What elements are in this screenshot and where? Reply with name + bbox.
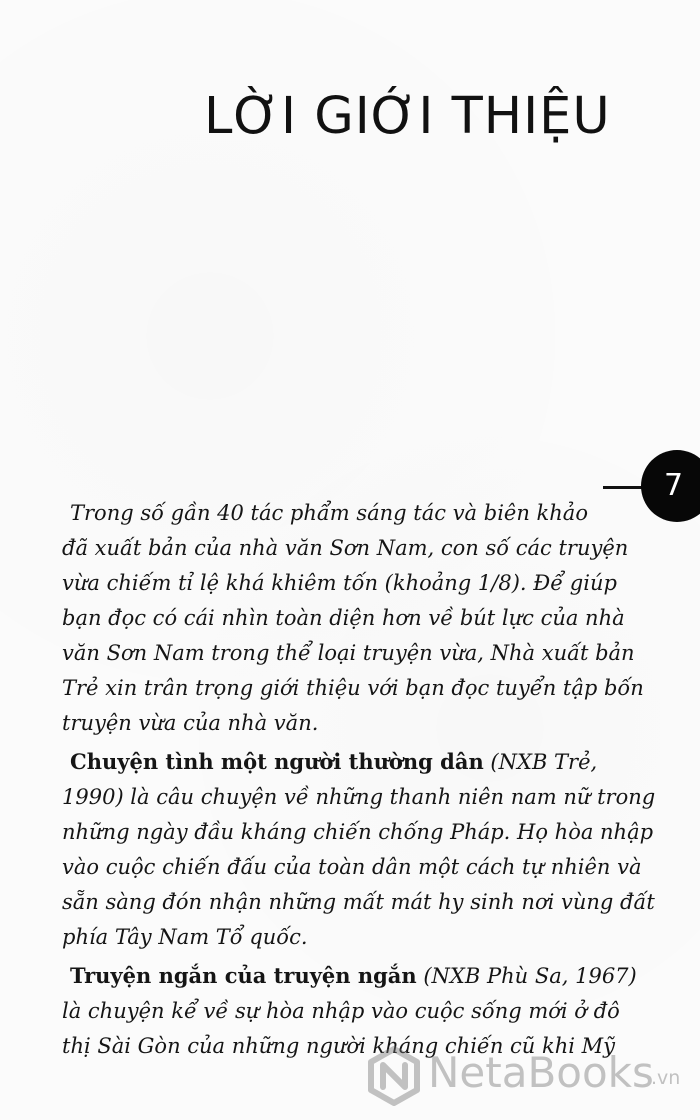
page-title: LỜI GIỚI THIỆU [204, 87, 611, 146]
page-number: 7 [641, 450, 700, 522]
watermark-domain: .vn [651, 1067, 681, 1089]
paragraph-first-line [62, 744, 597, 780]
paragraph-line: vào cuộc chiến đấu của toàn dân một cách tự nhiên và [62, 855, 642, 879]
paragraph-line: sẵn sàng đón nhận những mất mát hy sinh nơi vùng đất [62, 890, 655, 914]
book-title: Truyện ngắn của truyện ngắn [70, 963, 417, 988]
publication-info: (NXB Trẻ, [483, 750, 598, 774]
paragraph-line: bạn đọc có cái nhìn toàn diện hơn về bút lực của nhà [62, 606, 625, 630]
paragraph-line: Trong số gần 40 tác phẩm sáng tác và biên khảo [70, 501, 588, 525]
paragraph-line: 1990) là câu chuyện về những thanh niên nam nữ trong [62, 785, 656, 809]
paragraph-line: đã xuất bản của nhà văn Sơn Nam, con số các truyện [62, 536, 629, 560]
paragraph-intro [62, 496, 644, 741]
paragraph-first-line [62, 958, 637, 994]
paragraph-line: Trẻ xin trân trọng giới thiệu với bạn đọc tuyển tập bốn [62, 676, 644, 700]
publication-info: (NXB Phù Sa, 1967) [416, 964, 637, 988]
body-text [62, 496, 656, 1064]
netabooks-logo-icon [366, 1046, 422, 1106]
netabooks-watermark [366, 1042, 700, 1120]
paragraph-line: thị Sài Gòn của những người kháng chiến cũ khi Mỹ [62, 1034, 616, 1058]
paragraph-line: phía Tây Nam Tổ quốc. [62, 925, 308, 949]
paragraph-line: văn Sơn Nam trong thể loại truyện vừa, Nhà xuất bản [62, 641, 635, 665]
page-number-marker [603, 438, 700, 538]
paragraph-line: những ngày đầu kháng chiến chống Pháp. Họ hòa nhập [62, 820, 654, 844]
paragraph-line: vừa chiếm tỉ lệ khá khiêm tốn (khoảng 1/8). Để giúp [62, 571, 617, 595]
book-title: Chuyện tình một người thường dân [70, 749, 484, 774]
watermark-brand: NetaBooks [428, 1048, 654, 1097]
paragraph-chuyen-tinh [62, 744, 656, 955]
paragraph-line: là chuyện kể về sự hòa nhập vào cuộc sống mới ở đô [62, 999, 620, 1023]
paragraph-line: truyện vừa của nhà văn. [62, 711, 319, 735]
page-marker-line [603, 486, 645, 489]
